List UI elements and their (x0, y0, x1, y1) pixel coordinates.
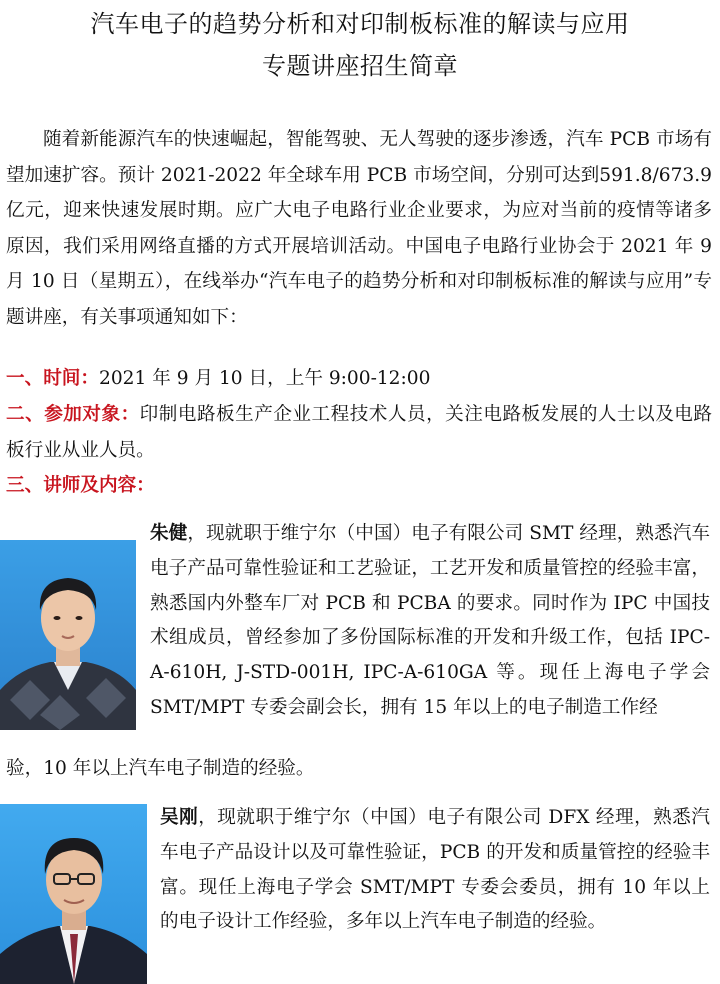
section-time (6, 361, 712, 397)
speaker1-bio-text: ，现就职于维宁尔（中国）电子有限公司 SMT 经理，熟悉汽车电子产品可靠性验证和工艺验证，工艺开发和质量管控的经验丰富，熟悉国内外整车厂对 PCB 和 PCBA 的要求。同时作为 IPC 中国技术组成员，曾经参加了多份国际标准的开发和升级工作，包括 IPC-A-610H, J-STD-001H, IPC-A-610GA 等。现任上海电子学会 SMT/MPT 专委会副会长，拥有 15 年以上的电子制造工作经 (150, 523, 710, 718)
page-subtitle: 专题讲座招生简章 (262, 52, 458, 80)
speaker1-bio-tail: 验，10 年以上汽车电子制造的经验。 (6, 758, 315, 779)
speaker2-bio-text: ，现就职于维宁尔（中国）电子有限公司 DFX 经理，熟悉汽车电子产品设计以及可靠性验证，PCB 的开发和质量管控的经验丰富。现任上海电子学会 SMT/MPT 专委会委员，拥有 10 年以上的电子设计工作经验，多年以上汽车电子制造的经验。 (160, 807, 710, 933)
speaker2-name: 吴刚 (160, 807, 199, 828)
page-title: 汽车电子的趋势分析和对印制板标准的解读与应用 (90, 10, 630, 38)
speaker1-bio (150, 517, 710, 726)
speaker1-photo (0, 540, 136, 730)
section-audience-heading: 二、参加对象： (6, 404, 140, 425)
section-audience-text: 印制电路板生产企业工程技术人员，关注电路板发展的人士以及电路板行业从业人员。 (6, 404, 712, 461)
speaker2-bio (160, 801, 710, 940)
section-time-text: 2021 年 9 月 10 日，上午 9:00-12:00 (98, 368, 431, 389)
speaker1-name: 朱健 (150, 523, 188, 544)
section-audience (6, 397, 712, 468)
section-speakers-heading: 三、讲师及内容： (6, 475, 155, 496)
speaker2-photo (0, 804, 147, 984)
speaker2-portrait-icon (0, 804, 147, 984)
section-time-heading: 一、时间： (6, 368, 99, 389)
section-speakers (6, 468, 712, 504)
speaker1-portrait-icon (0, 540, 136, 730)
intro-paragraph: 随着新能源汽车的快速崛起，智能驾驶、无人驾驶的逐步渗透，汽车 PCB 市场有望加速扩容。预计 2021-2022 年全球车用 PCB 市场空间，分别可达到591.8/673.9 亿元，迎来快速发展时期。应广大电子电路行业企业要求，为应对当前的疫情等诸多原因，我们采用网络直播的方式开展培训活动。中国电子电路行业协会于 2021 年 9 月 10 日（星期五），在线举办“汽车电子的趋势分析和对印制板标准的解读与应用”专题讲座，有关事项通知如下： (6, 129, 712, 328)
